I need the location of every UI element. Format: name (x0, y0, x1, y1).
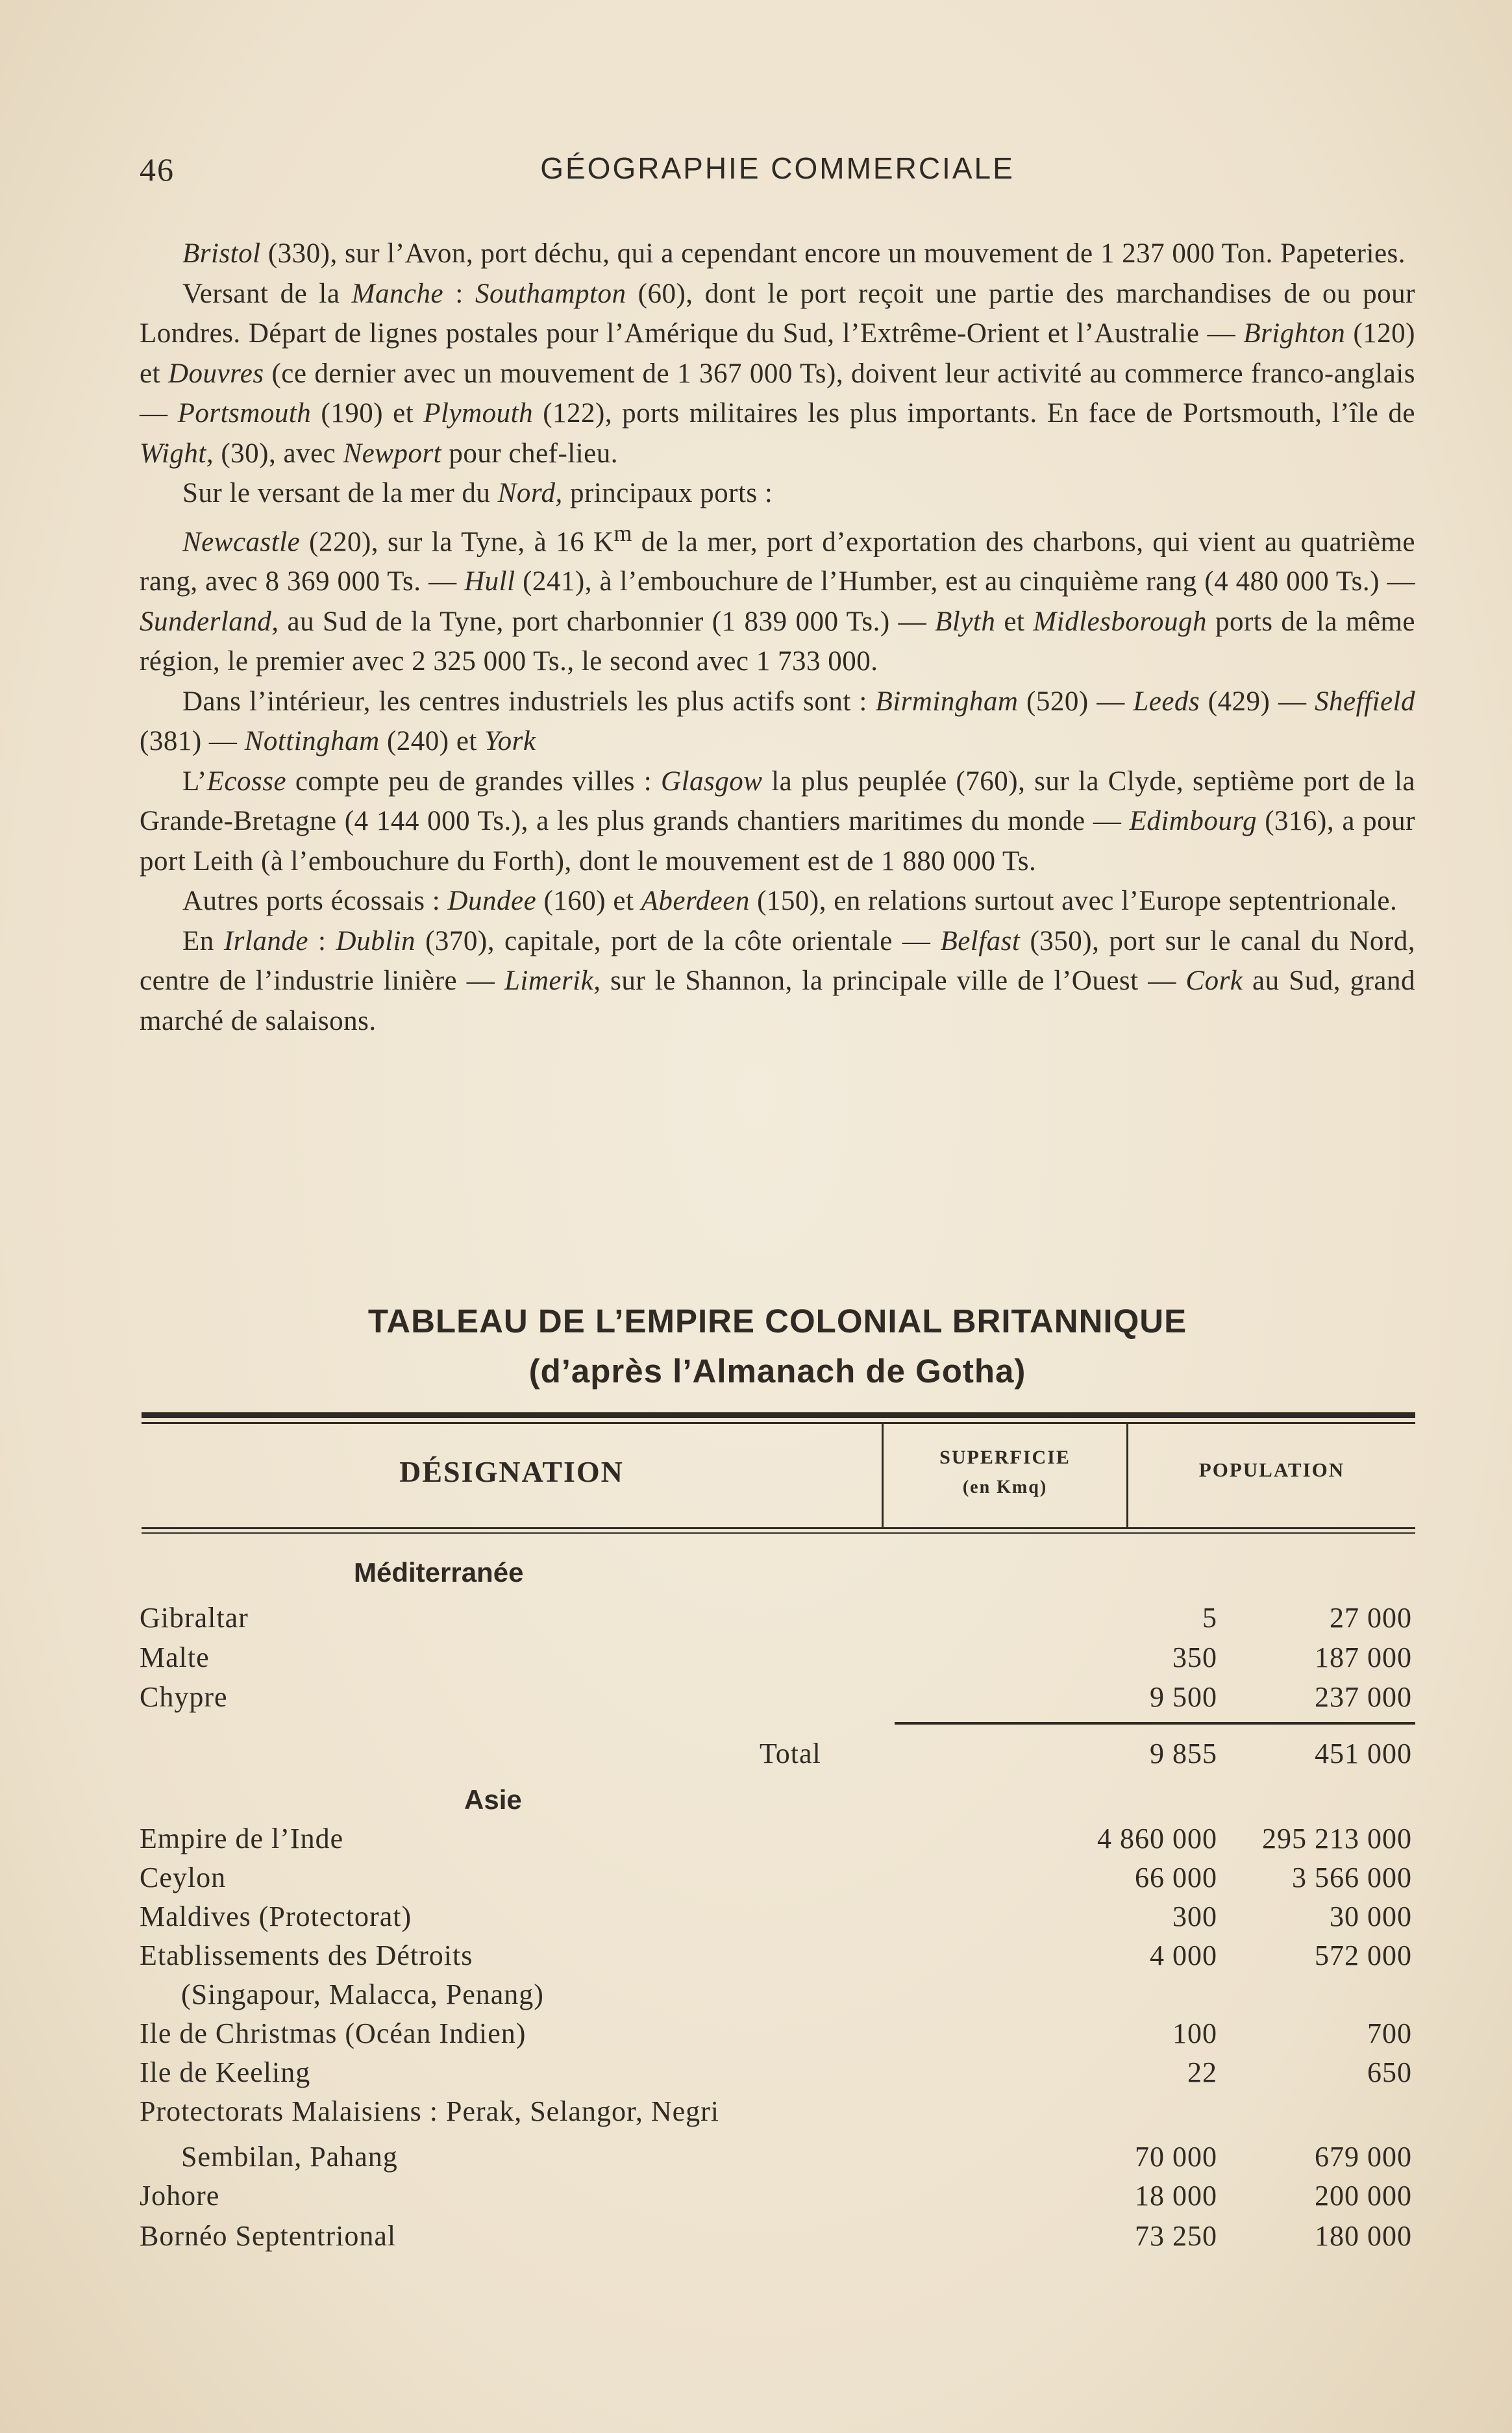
text-span: (350), port sur le canal du Nord, centre de l’industrie linière — (140, 925, 1415, 997)
place-douvres: Douvres (167, 358, 264, 389)
place-belfast: Belfast (940, 925, 1021, 956)
row-name: Johore (140, 2180, 220, 2212)
row-population: 295 213 000 (1262, 1823, 1412, 1854)
row-population: 679 000 (1315, 2141, 1412, 2173)
row-name: Ceylon (140, 1862, 227, 1893)
text-span: (122), ports militaires les plus importants. En face de Portsmouth, l’île de (533, 398, 1416, 429)
text-span: (60), dont le port reçoit une partie des marchandises de ou pour Londres. Départ de lignes postales pour l’Amérique du Sud, l’Extrême-Orient et l’Australie — (140, 278, 1416, 349)
body-text (140, 234, 1415, 1041)
total-superficie: 9 855 (1150, 1738, 1217, 1769)
page-number: 46 (140, 151, 175, 188)
place-nottingham: Nottingham (244, 726, 380, 757)
place-brighton: Brighton (1243, 318, 1346, 349)
row-name: Sembilan, Pahang (181, 2141, 398, 2173)
row-superficie: 350 (1172, 1641, 1217, 1673)
text-span: ports de la même région, le premier avec 2 325 000 Ts., le second avec 1 733 000. (140, 606, 1415, 677)
text-span: (120) et (140, 318, 1416, 389)
header-bottom-rule-2 (142, 1532, 1415, 1534)
table-title: TABLEAU DE L’EMPIRE COLONIAL BRITANNIQUE (367, 1303, 1187, 1340)
place-irlande: Irlande (223, 925, 308, 956)
column-separator (882, 1424, 884, 1529)
place-hull: Hull (464, 566, 515, 597)
text-span: (ce dernier avec un mouvement de 1 367 000 Ts), doivent leur activité au commerce franco-anglais — (140, 358, 1415, 429)
text-span: la plus peuplée (760), sur la Clyde, septième port de la Grande-Bretagne (4 144 000 Ts.), a les plus grands chantiers maritimes du monde — (140, 766, 1415, 837)
paragraph-irlande (140, 921, 1415, 1042)
paragraph-manche (140, 274, 1415, 474)
row-superficie: 9 500 (1150, 1681, 1217, 1713)
row-population: 3 566 000 (1292, 1862, 1412, 1893)
place-manche: Manche (351, 278, 444, 309)
text-span: Versant de la (182, 278, 352, 309)
place-birmingham: Birmingham (875, 686, 1019, 717)
place-midlesborough: Midlesborough (1033, 606, 1207, 637)
text-span: au Sud, grand marché de salaisons. (140, 966, 1416, 1036)
table-row (140, 2056, 1415, 2095)
place-edimbourg: Edimbourg (1129, 806, 1257, 837)
row-population: 237 000 (1315, 1681, 1412, 1713)
text-span: et (995, 606, 1034, 637)
section-asie: Asie (464, 1784, 522, 1815)
text-span: (150), en relations surtout avec l’Europe septentrionale. (749, 886, 1398, 917)
text-span: (30), avec (214, 438, 343, 469)
row-name: Malte (140, 1641, 210, 1673)
row-population: 572 000 (1315, 1940, 1412, 1971)
row-superficie: 5 (1202, 1602, 1217, 1634)
table-row (140, 2095, 1415, 2134)
place-blyth: Blyth (935, 606, 996, 637)
text-span: (160) et (536, 886, 641, 917)
table-top-thin-rule (142, 1422, 1415, 1424)
row-population: 187 000 (1315, 1641, 1412, 1673)
row-population: 27 000 (1330, 1602, 1412, 1634)
paragraph-ecosse (140, 762, 1415, 882)
place-newcastle: Newcastle (182, 526, 301, 557)
header-population: POPULATION (1198, 1458, 1345, 1481)
text-span: L’ (182, 766, 207, 797)
row-superficie: 66 000 (1135, 1862, 1217, 1893)
text-span: au Sud de la Tyne, port charbonnier (1 839 000 Ts.) — (279, 606, 936, 637)
text-span: : (443, 278, 475, 309)
text-span: : (308, 925, 336, 956)
place-dublin: Dublin (336, 925, 415, 956)
place-bristol: Bristol (182, 238, 261, 269)
text-span: pour chef-lieu. (441, 438, 618, 469)
row-population: 180 000 (1315, 2220, 1412, 2252)
place-dundee: Dundee (447, 886, 537, 917)
table-row (140, 1601, 1415, 1640)
place-leeds: Leeds (1133, 686, 1200, 717)
header-superficie-unit: (en Kmq) (962, 1477, 1048, 1497)
row-superficie: 70 000 (1135, 2141, 1217, 2173)
section-mediterranee: Méditerranée (354, 1557, 524, 1588)
page-header (140, 151, 1415, 196)
row-superficie: 18 000 (1135, 2180, 1217, 2212)
table-row (140, 1900, 1415, 1939)
place-newport: Newport (343, 438, 442, 469)
table-row (140, 2017, 1415, 2056)
paragraph-ports-ecossais (140, 881, 1415, 921)
text-span: (429) — (1200, 686, 1315, 717)
row-name: (Singapour, Malacca, Penang) (181, 1978, 544, 2010)
table-row (140, 2179, 1415, 2218)
row-name: Ile de Keeling (140, 2056, 311, 2088)
row-superficie: 300 (1172, 1901, 1217, 1932)
place-aberdeen: Aberdeen (641, 886, 750, 917)
table-row (140, 1939, 1415, 1978)
paragraph-interieur (140, 682, 1415, 762)
text-span: (330), sur l’Avon, port déchu, qui a cependant encore un mouvement de 1 237 000 Ton. Papeteries. (260, 238, 1406, 269)
text-span: En (182, 925, 224, 956)
text-span: (190) et (311, 398, 424, 429)
table-top-thick-rule (142, 1412, 1415, 1418)
text-span: (370), capitale, port de la côte orientale — (415, 925, 941, 956)
text-span: (381) — (140, 726, 245, 757)
table-row-continuation (140, 2140, 1415, 2179)
text-span: principaux ports : (562, 478, 773, 508)
table-row (140, 1641, 1415, 1680)
place-portsmouth: Portsmouth (177, 398, 312, 429)
row-name: Protectorats Malaisiens : Perak, Selangor, Negri (140, 2095, 720, 2127)
place-sheffield: Sheffield (1315, 686, 1415, 717)
row-superficie: 4 000 (1150, 1940, 1217, 1971)
place-york: York (484, 726, 536, 757)
place-wight: Wight, (140, 438, 214, 469)
unit-superscript: m (613, 519, 632, 546)
header-superficie: SUPERFICIE (939, 1447, 1071, 1468)
place-southampton: Southampton (475, 278, 626, 309)
text-span: sur le Shannon, la principale ville de l’Ouest — (601, 966, 1186, 997)
table-subtitle: (d’après l’Almanach de Gotha) (528, 1353, 1026, 1390)
row-population: 700 (1367, 2017, 1412, 2049)
total-rule (895, 1722, 1415, 1725)
table-row (140, 1861, 1415, 1900)
place-plymouth: Plymouth (423, 398, 534, 429)
paragraph-bristol (140, 234, 1415, 274)
text-span: de la mer, port d’exportation des charbons, qui vient au quatrième rang, avec 8 369 000 Ts. — (140, 526, 1415, 597)
place-ecosse: Ecosse (206, 766, 287, 797)
row-population: 30 000 (1330, 1901, 1412, 1932)
header-designation: DÉSIGNATION (399, 1455, 624, 1488)
text-span: compte peu de grandes villes : (286, 766, 662, 797)
text-span: (520) — (1018, 686, 1134, 717)
text-span: (316), a pour port Leith (à l’embouchure du Forth), dont le mouvement est de 1 880 000 Ts. (140, 806, 1415, 877)
paragraph-newcastle (140, 514, 1415, 682)
place-limerik: Limerik, (504, 966, 601, 997)
place-sunderland: Sunderland, (140, 606, 279, 637)
row-name: Maldives (Protectorat) (140, 1901, 412, 1932)
text-span: (241), à l’embouchure de l’Humber, est au cinquième rang (4 480 000 Ts.) — (515, 566, 1415, 597)
paragraph-nord (140, 473, 1415, 514)
row-superficie: 100 (1172, 2017, 1217, 2049)
row-name: Empire de l’Inde (140, 1823, 344, 1854)
row-name: Etablissements des Détroits (140, 1940, 473, 1971)
total-population: 451 000 (1315, 1738, 1412, 1769)
row-name: Ile de Christmas (Océan Indien) (140, 2017, 527, 2049)
row-superficie: 22 (1187, 2056, 1217, 2088)
table-row (140, 2219, 1415, 2258)
place-cork: Cork (1185, 966, 1243, 997)
table-row-total (140, 1737, 1415, 1776)
text-span: (240) et (379, 726, 485, 757)
place-nord: Nord, (497, 478, 563, 508)
header-bottom-rule (142, 1527, 1415, 1529)
table-row (140, 1680, 1415, 1719)
row-superficie: 73 250 (1135, 2220, 1217, 2252)
table-row (140, 1822, 1415, 1861)
row-population: 650 (1367, 2056, 1412, 2088)
place-glasgow: Glasgow (661, 766, 763, 797)
row-name: Bornéo Septentrional (140, 2220, 397, 2252)
total-label: Total (760, 1738, 821, 1769)
row-population: 200 000 (1315, 2180, 1412, 2212)
row-superficie: 4 860 000 (1097, 1823, 1217, 1854)
text-span: Sur le versant de la mer du (182, 478, 498, 508)
running-title: GÉOGRAPHIE COMMERCIALE (540, 151, 1015, 185)
text-span: (220), sur la Tyne, à 16 K (300, 526, 614, 557)
text-span: Dans l’intérieur, les centres industriels les plus actifs sont : (182, 686, 876, 717)
table-row-continuation (140, 1978, 1415, 2017)
row-name: Chypre (140, 1681, 228, 1713)
row-name: Gibraltar (140, 1602, 249, 1634)
text-span: Autres ports écossais : (182, 886, 448, 917)
